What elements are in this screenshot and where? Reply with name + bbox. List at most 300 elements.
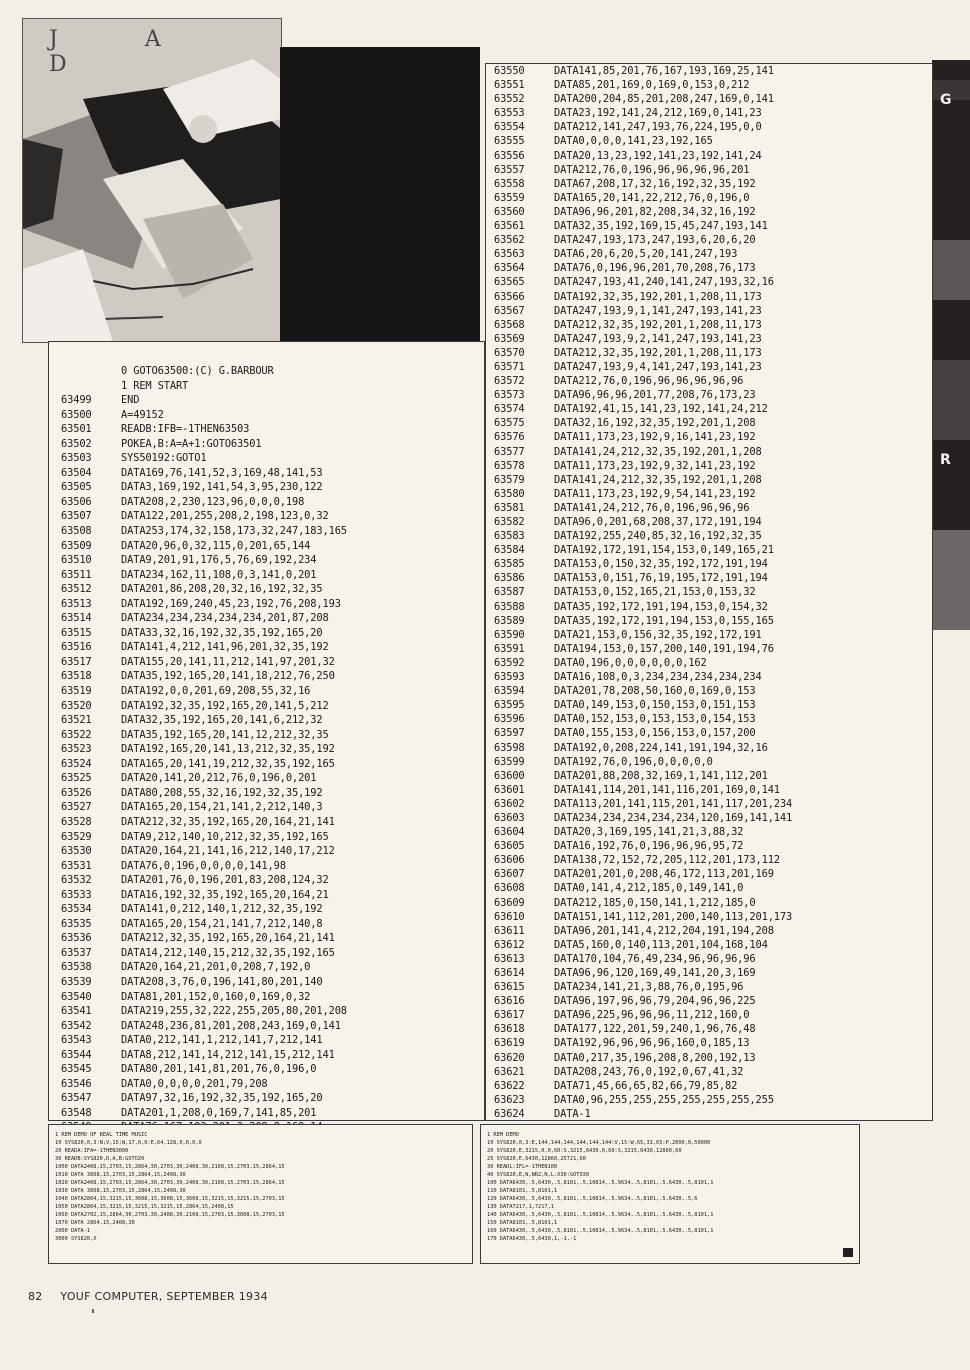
code-line (61, 495, 484, 510)
code-line (61, 466, 484, 481)
line-code: DATA96,96,201,82,208,34,32,16,192 (554, 205, 756, 218)
line-number: 63511 (61, 568, 92, 581)
line-number: 63524 (61, 757, 92, 770)
line-number: 63604 (494, 826, 525, 839)
line-number: 63607 (494, 868, 525, 881)
line-number: 63530 (61, 845, 92, 858)
line-number: 63539 (61, 975, 92, 988)
code-line (494, 896, 932, 910)
line-code: DATA16,108,0,3,234,234,234,234,234 (554, 671, 762, 684)
print-mark (92, 1309, 94, 1313)
line-code: DATA192,255,240,85,32,16,192,32,35 (554, 530, 762, 543)
line-number: 63535 (61, 917, 92, 930)
line-code: DATA-1 (554, 1107, 591, 1120)
line-code: DATA192,96,96,96,96,160,0,185,13 (554, 1037, 750, 1050)
code-line (494, 980, 932, 994)
line-number: 63579 (494, 473, 525, 486)
line-number: 63563 (494, 248, 525, 261)
line-code: DATA200,204,85,201,208,247,169,0,141 (554, 93, 774, 106)
line-number: 63576 (494, 431, 525, 444)
line-number: 63566 (494, 290, 525, 303)
code-line (494, 839, 932, 853)
line-number: 63608 (494, 882, 525, 895)
line-number: 63527 (61, 801, 92, 814)
adjacent-page-strip (932, 60, 970, 630)
line-number: 63546 (61, 1077, 92, 1090)
end-of-article-mark (843, 1248, 853, 1257)
code-line (61, 844, 484, 859)
line-code: DATA212,76,0,196,96,96,96,96,201 (554, 163, 750, 176)
line-number: 63594 (494, 685, 525, 698)
line-code: DATA6,20,6,20,5,20,141,247,193 (554, 248, 738, 261)
line-code: DATA76,0,196,96,201,70,208,76,173 (554, 262, 756, 275)
code-line (61, 917, 484, 932)
code-line (61, 684, 484, 699)
code-line (61, 975, 484, 990)
line-code: DATA208,243,76,0,192,0,67,41,32 (554, 1065, 744, 1078)
line-number: 63553 (494, 107, 525, 120)
code-line: 170 DATA6430,.5,6430,1,-1,-1 (487, 1236, 577, 1242)
line-code: DATA234,141,21,3,88,76,0,195,96 (554, 981, 744, 994)
line-code: DATA247,193,9,2,141,247,193,141,23 (554, 332, 762, 345)
line-code: DATA165,20,154,21,141,7,212,140,8 (121, 917, 323, 930)
line-number: 63614 (494, 967, 525, 979)
line-code: DATA0,196,0,0,0,0,0,0,162 (554, 656, 707, 669)
line-code: DATA247,193,173,247,193,6,20,6,20 (554, 234, 756, 247)
code-line (61, 990, 484, 1005)
code-line (494, 670, 932, 684)
line-number: 63618 (494, 1023, 525, 1036)
line-number: 63538 (61, 961, 92, 974)
line-code: DATA96,225,96,96,96,11,212,160,0 (554, 1009, 750, 1022)
code-line: 20 SYS820,E,3215,0,0,60:S,3215,6430,0,60:S,3215,6430,12860,60 (487, 1148, 682, 1154)
code-line (494, 783, 932, 797)
line-code: DATA141,4,212,141,96,201,32,35,192 (121, 641, 329, 654)
line-number: 63609 (494, 896, 525, 909)
line-code: DATA80,201,141,81,201,76,0,196,0 (121, 1063, 317, 1076)
code-line (494, 360, 932, 374)
line-number: 63522 (61, 728, 92, 741)
line-code: DATA35,192,165,20,141,12,212,32,35 (121, 728, 329, 741)
line-number: 63534 (61, 903, 92, 916)
line-number: 63509 (61, 539, 92, 552)
code-line (494, 92, 932, 106)
code-line (494, 600, 932, 614)
line-number: 63499 (61, 394, 92, 407)
line-code: DATA234,162,11,108,0,3,141,0,201 (121, 568, 317, 581)
line-number: 63593 (494, 671, 525, 684)
line-code: DATA33,32,16,192,32,35,192,165,20 (121, 626, 323, 639)
code-line (494, 867, 932, 881)
line-number: 63547 (61, 1092, 92, 1105)
line-number: 63569 (494, 332, 525, 345)
line-number: 63543 (61, 1034, 92, 1047)
code-line (61, 713, 484, 728)
code-line (61, 553, 484, 568)
code-line (494, 628, 932, 642)
line-number: 63617 (494, 1009, 525, 1022)
line-code: DATA96,96,96,201,77,208,76,173,23 (554, 389, 756, 402)
line-code: DATA8,212,141,14,212,141,15,212,141 (121, 1048, 335, 1061)
code-line (61, 611, 484, 626)
line-number: 63624 (494, 1107, 525, 1120)
code-line (61, 524, 484, 539)
line-code: DATA0,0,0,0,141,23,192,165 (554, 135, 713, 148)
line-code: 1 REM START (121, 379, 189, 392)
code-line (494, 290, 932, 304)
code-line (61, 509, 484, 524)
line-number: 63529 (61, 830, 92, 843)
line-code: DATA3,169,192,141,54,3,95,230,122 (121, 481, 323, 494)
line-number: 63592 (494, 656, 525, 669)
line-number: 63620 (494, 1051, 525, 1064)
line-code: DATA201,76,0,196,201,83,208,124,32 (121, 874, 329, 887)
line-code: DATA0,155,153,0,156,153,0,157,200 (554, 727, 756, 740)
line-number: 63514 (61, 612, 92, 625)
line-code: DATA234,234,234,234,234,120,169,141,141 (554, 811, 793, 824)
code-line (494, 1107, 932, 1121)
line-number: 63568 (494, 318, 525, 331)
code-line (61, 655, 484, 670)
code-line (494, 1022, 932, 1036)
line-code: DATA32,16,192,32,35,192,201,1,208 (554, 417, 756, 430)
code-line (494, 797, 932, 811)
code-line (61, 451, 484, 466)
line-number: 63519 (61, 685, 92, 698)
line-number: 63602 (494, 797, 525, 810)
line-code: DATA192,0,208,224,141,191,194,32,16 (554, 741, 768, 754)
code-line (61, 1033, 484, 1048)
code-line: 150 DATA8101,.5,8101,1 (487, 1220, 558, 1226)
code-line (61, 931, 484, 946)
line-number: 63612 (494, 938, 525, 951)
code-line (494, 473, 932, 487)
line-code: DATA35,192,172,191,194,153,0,154,32 (554, 600, 768, 613)
line-number: 63578 (494, 459, 525, 472)
code-line (61, 1077, 484, 1092)
line-number: 63552 (494, 93, 525, 106)
line-code: DATA192,32,35,192,201,1,208,11,173 (554, 290, 762, 303)
code-line (61, 946, 484, 961)
line-code: DATA212,185,0,150,141,1,212,185,0 (554, 896, 756, 909)
line-number: 63585 (494, 558, 525, 571)
code-line (61, 539, 484, 554)
code-line (61, 1004, 484, 1019)
line-number: 63601 (494, 783, 525, 796)
code-line: 1060 DATA2702,15,2864,30,2703,30,2408,30,2108,15,2703,15,3608,15,2703,15 (55, 1212, 285, 1218)
code-line (61, 422, 484, 437)
line-number: 63536 (61, 932, 92, 945)
line-number: 63557 (494, 163, 525, 176)
line-number: 63588 (494, 600, 525, 613)
line-number: 63510 (61, 554, 92, 567)
code-line (494, 769, 932, 783)
line-number: 63521 (61, 714, 92, 727)
code-line (494, 1036, 932, 1050)
line-code: DATA247,193,9,4,141,247,193,141,23 (554, 360, 762, 373)
line-number: 63504 (61, 466, 92, 479)
line-number: 63550 (494, 65, 525, 77)
line-code: DATA201,201,0,208,46,172,113,201,169 (554, 868, 774, 881)
line-code: DATA80,208,55,32,16,192,32,35,192 (121, 786, 323, 799)
code-line (61, 859, 484, 874)
line-number: 63586 (494, 572, 525, 585)
line-number: 63564 (494, 262, 525, 275)
code-line (61, 597, 484, 612)
code-line: 20 READA:IFA=-1THEN3000 (55, 1148, 129, 1154)
line-code: DATA67,208,17,32,16,192,32,35,192 (554, 177, 756, 190)
line-code: DATA11,173,23,192,9,54,141,23,192 (554, 487, 756, 500)
line-code: DATA219,255,32,222,255,205,80,201,208 (121, 1005, 347, 1018)
line-code: DATA212,32,35,192,201,1,208,11,173 (554, 318, 762, 331)
program-listing-left (48, 341, 485, 1121)
line-number: 63507 (61, 510, 92, 523)
line-number: 63525 (61, 772, 92, 785)
code-line: 10 SYS820,0,3:E,144,144,144,144,144,144:V,15:W,65,33,65:P,2000,0,50000 (487, 1140, 711, 1146)
line-number: 63561 (494, 220, 525, 233)
page-number: 82 (28, 1290, 43, 1303)
code-line (494, 656, 932, 670)
line-code: DATA20,164,21,141,16,212,140,17,212 (121, 845, 335, 858)
line-number: 63587 (494, 586, 525, 599)
line-code: DATA0,217,35,196,208,8,200,192,13 (554, 1051, 756, 1064)
line-number: 63606 (494, 854, 525, 867)
code-line (494, 1093, 932, 1107)
code-line (494, 755, 932, 769)
line-number: 63508 (61, 525, 92, 538)
code-line (494, 501, 932, 515)
line-number: 63554 (494, 121, 525, 134)
code-line (494, 994, 932, 1008)
code-line: 1 REM DEMO (487, 1132, 519, 1138)
code-line (494, 698, 932, 712)
line-code: DATA138,72,152,72,205,112,201,173,112 (554, 854, 780, 867)
line-code: DATA169,76,141,52,3,169,48,141,53 (121, 466, 323, 479)
line-number: 63533 (61, 888, 92, 901)
code-line: 100 DATA6430,.5,6430,.5,8101,.5,10814,.5,9634,.5,8101,.5,6430,.5,8101,1 (487, 1180, 714, 1186)
line-number: 63597 (494, 727, 525, 740)
line-number: 63596 (494, 713, 525, 726)
code-line (61, 830, 484, 845)
line-number: 63517 (61, 655, 92, 668)
code-line: 1040 DATA2864,15,3215,15,3608,15,3608,15,3608,15,3215,15,3215,15,2703,15 (55, 1196, 285, 1202)
line-code: DATA0,0,0,0,0,201,79,208 (121, 1077, 268, 1090)
line-code: DATA212,32,35,192,201,1,208,11,173 (554, 346, 762, 359)
demo-listing-short (480, 1124, 860, 1264)
code-line (494, 247, 932, 261)
line-number: 63559 (494, 191, 525, 204)
code-line (494, 585, 932, 599)
line-number: 63622 (494, 1079, 525, 1092)
code-line (61, 800, 484, 815)
code-line (61, 640, 484, 655)
code-line (61, 408, 484, 423)
code-line: 1030 DATA 3608,15,2703,15,2864,15,2408,30 (55, 1188, 186, 1194)
code-line (494, 191, 932, 205)
line-number: 63590 (494, 628, 525, 641)
line-code: DATA192,41,15,141,23,192,141,24,212 (554, 403, 768, 416)
line-code: DATA20,3,169,195,141,21,3,88,32 (554, 826, 744, 839)
line-code: DATA208,3,76,0,196,141,80,201,140 (121, 975, 323, 988)
line-code: DATA141,0,212,140,1,212,32,35,192 (121, 903, 323, 916)
line-code: DATA16,192,76,0,196,96,96,95,72 (554, 840, 744, 853)
line-code: DATA16,192,32,35,192,165,20,164,21 (121, 888, 329, 901)
code-line (61, 568, 484, 583)
code-line (61, 815, 484, 830)
line-code: DATA11,173,23,192,9,16,141,23,192 (554, 431, 756, 444)
code-line (61, 1106, 484, 1121)
code-line (61, 699, 484, 714)
photo-letters: J A D (49, 27, 201, 77)
line-code: DATA23,192,141,24,212,169,0,141,23 (554, 107, 762, 120)
line-code: DATA14,212,140,15,212,32,35,192,165 (121, 946, 335, 959)
line-number: 63556 (494, 149, 525, 162)
line-code: DATA192,32,35,192,165,20,141,5,212 (121, 699, 329, 712)
code-line: 3000 SYS820,X (55, 1236, 97, 1242)
line-number: 63581 (494, 501, 525, 514)
code-line (61, 1048, 484, 1063)
line-code: DATA20,141,20,212,76,0,196,0,201 (121, 772, 317, 785)
line-code: DATA96,201,141,4,212,204,191,194,208 (554, 924, 774, 937)
code-line (494, 741, 932, 755)
line-code: DATA247,193,9,1,141,247,193,141,23 (554, 304, 762, 317)
line-number: 63573 (494, 389, 525, 402)
code-line (61, 379, 484, 394)
line-number: 63505 (61, 481, 92, 494)
code-line: 1050 DATA2864,15,3215,15,3215,15,3215,15,2864,15,2408,15 (55, 1204, 234, 1210)
line-number: 63542 (61, 1019, 92, 1032)
code-line (61, 626, 484, 641)
line-number: 63584 (494, 544, 525, 557)
code-line (494, 853, 932, 867)
line-number: 63528 (61, 815, 92, 828)
line-number: 63531 (61, 859, 92, 872)
line-number: 63506 (61, 495, 92, 508)
code-line (494, 304, 932, 318)
line-code: 0 GOTO63500:(C) G.BARBOUR (121, 365, 274, 377)
code-line (494, 177, 932, 191)
line-number: 63611 (494, 924, 525, 937)
line-number: 63621 (494, 1065, 525, 1078)
code-line (494, 106, 932, 120)
code-line (494, 1079, 932, 1093)
code-line: 140 DATA6430,.5,6430,.5,8101,.5,10814,.5,9634,.5,8101,.5,6430,.5,8101,1 (487, 1212, 714, 1218)
line-code: SYS50192:GOTO1 (121, 452, 207, 465)
line-number: 63548 (61, 1106, 92, 1119)
line-number: 63595 (494, 699, 525, 712)
code-line (61, 480, 484, 495)
code-line (494, 64, 932, 78)
line-code: DATA9,212,140,10,212,32,35,192,165 (121, 830, 329, 843)
line-code: DATA96,96,120,169,49,141,20,3,169 (554, 967, 756, 979)
line-number: 63580 (494, 487, 525, 500)
line-code: DATA11,173,23,192,9,32,141,23,192 (554, 459, 756, 472)
line-code: DATA192,0,0,201,69,208,55,32,16 (121, 685, 311, 698)
line-code: DATA201,78,208,50,160,0,169,0,153 (554, 685, 756, 698)
line-code: DATA97,32,16,192,32,35,192,165,20 (121, 1092, 323, 1105)
line-number: 63571 (494, 360, 525, 373)
code-line: 120 DATA6430,.5,6430,.5,8101,.5,10814,.5,9634,.5,8101,.5,6430,.5,6 (487, 1196, 698, 1202)
line-code: DATA177,122,201,59,240,1,96,76,48 (554, 1023, 756, 1036)
line-number: 63567 (494, 304, 525, 317)
code-line (494, 543, 932, 557)
code-line (494, 459, 932, 473)
code-line: 1070 DATA 2864,15,2408,30 (55, 1220, 135, 1226)
line-code: DATA20,164,21,201,0,208,7,192,0 (121, 961, 311, 974)
line-number: 63570 (494, 346, 525, 359)
line-code: DATA85,201,169,0,169,0,153,0,212 (554, 79, 750, 92)
code-line (494, 515, 932, 529)
line-number: 63600 (494, 769, 525, 782)
line-code: DATA141,24,212,76,0,196,96,96,96 (554, 501, 750, 514)
code-line (61, 364, 484, 379)
code-line (61, 582, 484, 597)
code-line (494, 374, 932, 388)
page-footer (28, 1290, 282, 1303)
line-number: 63532 (61, 874, 92, 887)
line-code: DATA141,24,212,32,35,192,201,1,208 (554, 473, 762, 486)
code-line: 1000 DATA2408,15,2703,15,2864,30,2703,30,2408,30,2108,15,2703,15,2864,15 (55, 1164, 285, 1170)
code-line (494, 318, 932, 332)
line-code: DATA20,13,23,192,141,23,192,141,24 (554, 149, 762, 162)
line-code: DATA0,152,153,0,153,153,0,154,153 (554, 713, 756, 726)
line-code: DATA153,0,151,76,19,195,172,191,194 (554, 572, 768, 585)
line-code: DATA192,76,0,196,0,0,0,0,0 (554, 755, 713, 768)
demo-listing-real-time-music (48, 1124, 473, 1264)
program-listing-right (485, 63, 933, 1121)
line-code: DATA201,88,208,32,169,1,141,112,201 (554, 769, 768, 782)
code-line (494, 952, 932, 966)
line-number: 63616 (494, 995, 525, 1008)
line-number: 63500 (61, 408, 92, 421)
line-code: DATA21,153,0,156,32,35,192,172,191 (554, 628, 762, 641)
line-number: 63599 (494, 755, 525, 768)
line-code: DATA253,174,32,158,173,32,247,183,165 (121, 525, 347, 538)
line-code: DATA212,76,0,196,96,96,96,96,96 (554, 375, 744, 388)
line-code: DATA141,24,212,32,35,192,201,1,208 (554, 445, 762, 458)
code-line (61, 669, 484, 684)
line-code: DATA201,1,208,0,169,7,141,85,201 (121, 1106, 317, 1119)
line-number: 63560 (494, 205, 525, 218)
code-line (494, 1008, 932, 1022)
line-code: DATA32,35,192,169,15,45,247,193,141 (554, 220, 768, 233)
line-code: DATA20,96,0,32,115,0,201,65,144 (121, 539, 311, 552)
line-code: DATA96,0,201,68,208,37,172,191,194 (554, 516, 762, 528)
line-number: 63583 (494, 530, 525, 543)
strip-letter-r: R (940, 452, 951, 468)
code-line (494, 938, 932, 952)
line-number: 63603 (494, 811, 525, 824)
line-code: DATA9,201,91,176,5,76,69,192,234 (121, 554, 317, 567)
line-number: 63577 (494, 445, 525, 458)
line-number: 63613 (494, 952, 525, 965)
code-line: 1 REM DEMO OF REAL TIME MUSIC (55, 1132, 148, 1138)
code-line (494, 881, 932, 895)
code-line (494, 120, 932, 134)
code-line (61, 1091, 484, 1106)
line-code: DATA0,212,141,1,212,141,7,212,141 (121, 1034, 323, 1047)
line-number: 63551 (494, 79, 525, 92)
code-line (494, 388, 932, 402)
line-number: 63541 (61, 1005, 92, 1018)
line-code: DATA141,85,201,76,167,193,169,25,141 (554, 65, 774, 77)
code-line: 2000 DATA-1 (55, 1228, 91, 1234)
code-line (61, 888, 484, 903)
code-line (494, 571, 932, 585)
line-code: DATA192,172,191,154,153,0,149,165,21 (554, 544, 774, 557)
line-code: DATA151,141,112,201,200,140,113,201,173 (554, 910, 793, 923)
code-line: 1010 DATA 3608,15,2703,15,2864,15,2408,30 (55, 1172, 186, 1178)
